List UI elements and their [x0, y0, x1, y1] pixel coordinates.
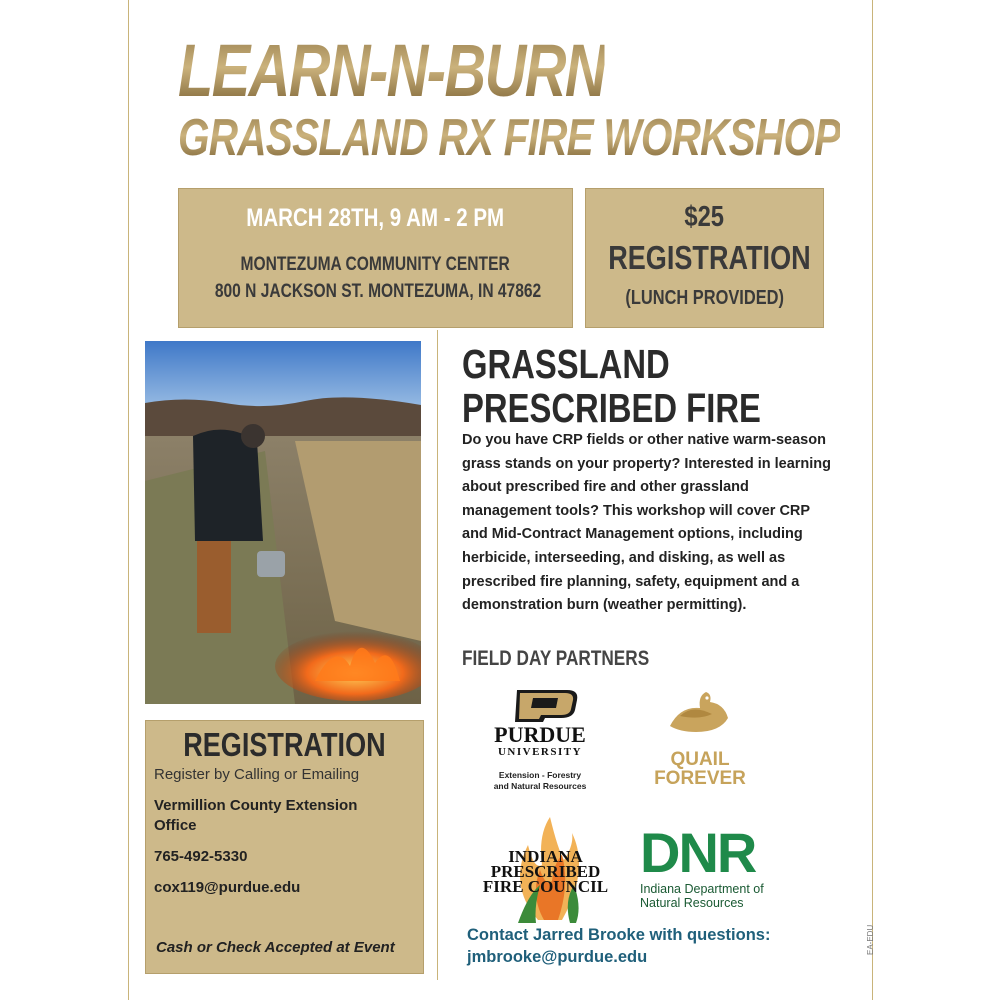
- dnr-name: Indiana Department of Natural Resources: [640, 882, 764, 910]
- event-venue: [179, 251, 572, 305]
- workshop-description: Do you have CRP fields or other native warm-season grass stands on your property? Interested in learning about prescribed fire and other grassland management tools? This workshop will cover CRP and Mid-Contract Management options, including herbicide, interseeding, and disking, as well as prescribed fire planning, safety, equipment and a demonstration burn (weather permitting).: [462, 432, 832, 614]
- section-heading-line1: GRASSLAND: [462, 341, 670, 387]
- registration-title: REGISTRATION: [183, 726, 386, 763]
- price-label: REGISTRATION: [608, 239, 811, 276]
- contact-line: Contact Jarred Brooke with questions:: [467, 926, 771, 944]
- purdue-name: PURDUE: [494, 722, 586, 747]
- title-learn-n-burn: LEARN-N-BURN: [178, 29, 605, 112]
- dnr-abbr: DNR: [640, 821, 756, 884]
- burn-photo: [145, 341, 421, 704]
- registration-phone[interactable]: 765-492-5330: [154, 848, 248, 865]
- ipfc-logo: [478, 815, 613, 925]
- registration-office: Vermillion County Extension Office: [154, 797, 358, 834]
- registration-email[interactable]: cox119@purdue.edu: [154, 879, 301, 896]
- quail-forever-text: QUAIL FOREVER: [654, 749, 746, 789]
- quail-icon: [640, 686, 760, 741]
- title-workshop: GRASSLAND RX FIRE WORKSHOP: [178, 109, 841, 167]
- purdue-university: UNIVERSITY: [497, 746, 583, 758]
- event-date: MARCH 28TH, 9 AM - 2 PM: [246, 204, 505, 232]
- side-code: EA-EDU: [866, 924, 875, 955]
- price-note: (LUNCH PROVIDED): [625, 287, 784, 309]
- contact-email[interactable]: jmbrooke@purdue.edu: [467, 948, 648, 966]
- price-box: [585, 188, 824, 328]
- price-amount: $25: [684, 201, 725, 233]
- purdue-dept: Extension - Forestry and Natural Resources: [493, 770, 587, 791]
- right-border-line: [872, 0, 873, 1000]
- partners-heading: FIELD DAY PARTNERS: [462, 647, 650, 670]
- venue-address: 800 N JACKSON ST. MONTEZUMA, IN 47862: [214, 281, 542, 302]
- purdue-p-icon: [475, 688, 605, 724]
- registration-box: [145, 720, 424, 974]
- section-heading: [462, 342, 836, 430]
- purdue-logo: [475, 688, 605, 800]
- registration-subtitle: Register by Calling or Emailing: [154, 766, 360, 783]
- contact-info: [467, 924, 770, 968]
- venue-name: MONTEZUMA COMMUNITY CENTER: [240, 254, 511, 275]
- section-heading-line2: PRESCRIBED FIRE: [462, 385, 761, 431]
- quail-forever-logo: [640, 686, 760, 796]
- dnr-logo: [640, 821, 780, 916]
- left-border-line: [128, 0, 129, 1000]
- event-date-venue-box: [178, 188, 573, 328]
- column-divider: [437, 330, 438, 980]
- registration-payment-note: Cash or Check Accepted at Event: [156, 939, 395, 956]
- burn-photo-illustration: [145, 341, 421, 704]
- ipfc-text: INDIANA PRESCRIBED FIRE COUNCIL: [482, 847, 609, 896]
